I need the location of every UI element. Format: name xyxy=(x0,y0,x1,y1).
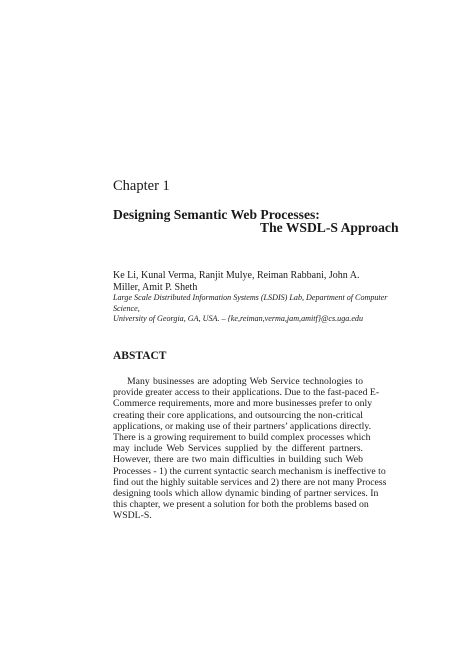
chapter-heading: Chapter 1 xyxy=(113,178,170,194)
abstract-heading: ABSTACT xyxy=(113,350,167,362)
abstract-line: Commerce requirements, more and more businesses prefer to only xyxy=(113,398,373,410)
abstract-line: There is a growing requirement to build complex processes which xyxy=(113,431,371,443)
affiliation-line-2: University of Georgia, GA, USA. – {ke,reiman,verma,jam,amitf}@cs.uga.edu xyxy=(113,314,364,323)
abstract-line: may include Web Services supplied by the different partners. xyxy=(113,443,363,455)
abstract-line: However, there are two main difficulties in building such Web xyxy=(113,454,363,466)
abstract-line: creating their core applications, and outsourcing the non-critical xyxy=(113,409,363,421)
author-list: Ke Li, Kunal Verma, Ranjit Mulye, Reiman Rabbani, John A. Miller, Amit P. Sheth xyxy=(113,270,360,293)
chapter-title-line-2: The WSDL-S Approach xyxy=(260,220,399,235)
chapter-title-line-1: Designing Semantic Web Processes: xyxy=(113,207,320,222)
abstract-line: WSDL-S. xyxy=(113,510,152,522)
abstract-line: Processes - 1) the current syntactic search mechanism is ineffective to xyxy=(113,465,386,477)
abstract-paragraph xyxy=(113,376,387,522)
affiliation-line-1: Large Scale Distributed Information Systems (LSDIS) Lab, Department of Computer Science, xyxy=(113,293,388,313)
abstract-line: find out the highly suitable services and 2) there are not many Process xyxy=(113,476,387,488)
abstract-line: designing tools which allow dynamic binding of partner services. In xyxy=(113,487,379,499)
abstract-line: this chapter, we present a solution for both the problems based on xyxy=(113,499,369,511)
abstract-line: provide greater access to their applications. Due to the fast-paced E- xyxy=(113,387,380,399)
abstract-line: applications, or making use of their partners’ applications directly. xyxy=(113,420,372,432)
author-affiliation xyxy=(113,293,388,325)
abstract-line: Many businesses are adopting Web Service technologies to xyxy=(127,376,363,387)
